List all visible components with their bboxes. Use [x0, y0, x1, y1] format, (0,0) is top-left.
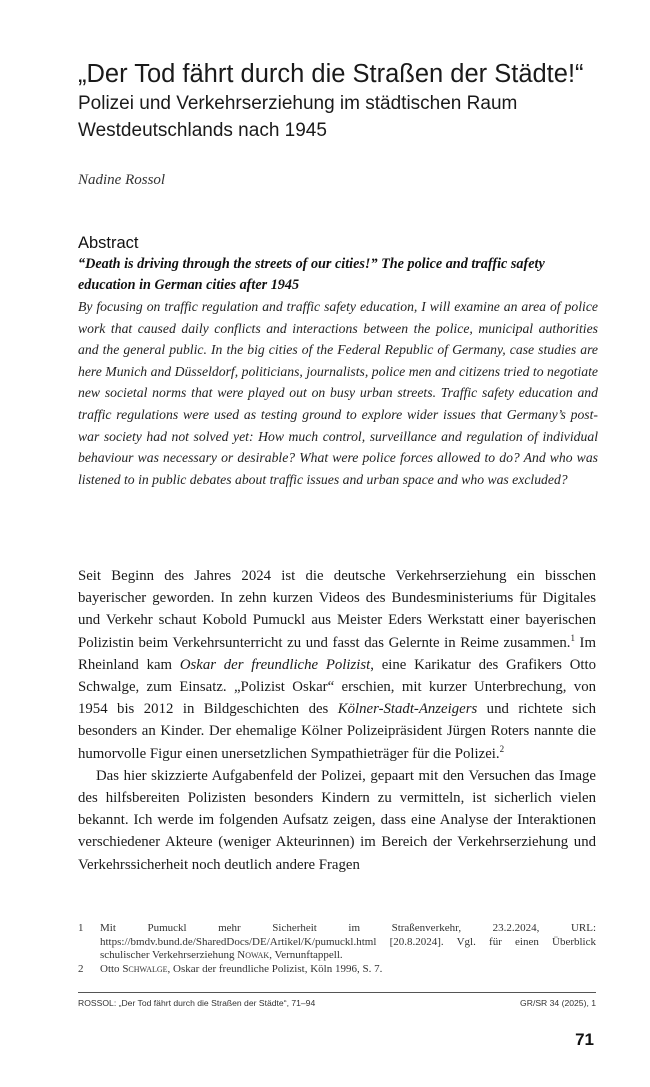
footnote-text-part-1: Mit Pumuckl mehr Sicherheit im Straßenverkehr, 23.2.2024, URL: https://bmdv.bund.de/SharedDocs/DE/Artikel/K/pumuckl.html [20.8.2024]. Vgl. für einen Überblick schulischer Verkehrserziehung	[100, 922, 596, 961]
footnote-author-smallcaps: Schwalge	[122, 962, 168, 975]
abstract-english-title: “Death is driving through the streets of our cities!” The police and traffic safety education in German cities after 1945	[78, 256, 545, 293]
running-footer	[78, 998, 596, 1008]
article-subtitle-line-1: Polizei und Verkehrserziehung im städtischen Raum	[78, 93, 518, 114]
abstract-text: By focusing on traffic regulation and traffic safety education, I will examine an area of police work that caused daily conflicts and interactions between the police, municipal authorities and the general public. In the big cities of the Federal Republic of Germany, case studies are here Munich and Düsseldorf, politicians, journalists, police men and citizens tried to negotiate new societal norms that were played out on busy urban streets. Traffic safety education and traffic regulations were used as testing ground to explore wider issues that Germany’s post-war society had not solved yet: How much control, surveillance and regulation of individual behaviour was necessary or desirable? What were police forces allowed to do? And who was listened to in public debates about traffic issues and urban space and who was excluded?	[78, 299, 598, 487]
body-text	[78, 565, 596, 876]
body-p1-part-3: , eine Karikatur des Grafikers Otto Schwalge, zum Einsatz. „Polizist Oskar“ erschien, mit kurzer Unterbrechung, von 1954 bis 2012 in Bildgeschichten des	[78, 656, 596, 718]
article-subtitle-line-2: Westdeutschlands nach 1945	[78, 120, 327, 141]
title-block	[78, 58, 618, 144]
footnotes	[78, 922, 596, 976]
body-p1-italic-1: Oskar der freundliche Polizist	[179, 656, 371, 673]
author-name: Nadine Rossol	[78, 172, 166, 188]
body-p1-part-2: Im Rheinland kam	[78, 634, 596, 673]
footnote-ref-2[interactable]: 2	[499, 743, 505, 754]
footnote-text	[100, 922, 596, 963]
body-paragraph-2: Das hier skizzierte Aufgabenfeld der Polizei, gepaart mit den Versuchen das Image des hilfsbereiten Polizisten besonders Kindern zu vermitteln, ist sicherlich vielen bekannt. Ich werde im folgenden Aufsatz zeigen, dass eine Analyse der Interaktionen verschiedener Akteure (weniger Akteurinnen) im Bereich der Verkehrserziehung und Verkehrssicherheit noch deutlich andere Fragen	[78, 767, 596, 873]
footnote-text-part-2: , Vernunftappell.	[269, 949, 343, 961]
footnote-text	[100, 963, 596, 977]
footer-rule	[78, 992, 596, 993]
footnote-ref-1[interactable]: 1	[570, 632, 575, 643]
body-paragraph-1	[78, 565, 596, 765]
abstract-section	[78, 234, 598, 490]
footnote-number: 2	[78, 962, 84, 975]
footnote-1	[78, 922, 596, 963]
page-number: 71	[575, 1030, 594, 1049]
abstract-heading: Abstract	[78, 234, 139, 252]
article-title: „Der Tod fährt durch die Straßen der Städte!“	[78, 60, 584, 88]
footnote-author-smallcaps: Nowak	[237, 949, 270, 961]
footnote-text-part-2: , Oskar der freundliche Polizist, Köln 1996, S. 7.	[167, 962, 383, 975]
body-p1-part-1: Seit Beginn des Jahres 2024 ist die deutsche Verkehrserziehung ein bisschen bayerischer geworden. In zehn kurzen Videos des Bundesministeriums für Digitales und Verkehr schaut Kobold Pumuckl aus Meister Eders Werkstatt einer bayerischen Polizistin beim Verkehrsunterricht zu und fasst das Gelernte in Reime zusammen.	[78, 568, 596, 651]
footnote-number: 1	[78, 922, 84, 934]
footnote-2	[78, 963, 596, 977]
footnote-text-part-1: Otto	[100, 962, 123, 975]
running-footer-right: GR/SR 34 (2025), 1	[520, 998, 596, 1008]
body-p1-part-4: und richtete sich besonders an Kinder. Der ehemalige Kölner Polizeipräsident Jürgen Roters nannte die humorvolle Figur einen unersetzlichen Sympathieträger für die Polizei.	[78, 701, 596, 762]
running-footer-left: ROSSOL: „Der Tod fährt durch die Straßen der Städte“, 71–94	[78, 998, 316, 1008]
body-p1-italic-2: Kölner-Stadt-Anzeigers	[337, 701, 478, 718]
